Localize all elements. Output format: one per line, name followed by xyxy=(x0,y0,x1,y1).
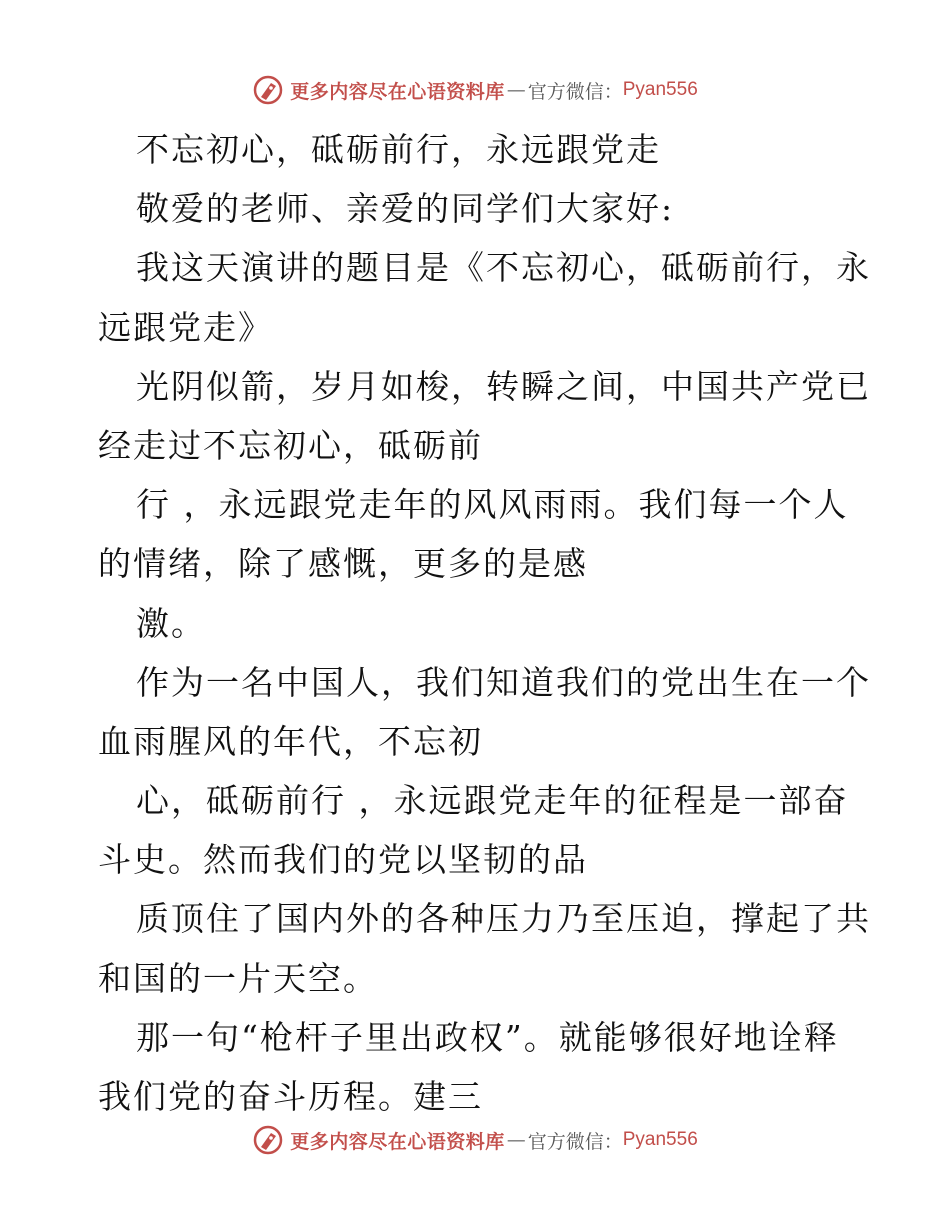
header-watermark xyxy=(0,70,950,110)
document-line: 不忘初心，砥砺前行，永远跟党走 xyxy=(136,130,661,169)
document-line: 敬爱的老师、亲爱的同学们大家好: xyxy=(136,189,675,229)
document-line: 和国的一片天空。 xyxy=(98,958,378,998)
pen-nib-logo-icon xyxy=(252,74,284,106)
watermark-label: 官方微信： xyxy=(527,80,623,103)
document-line: 激。 xyxy=(136,603,206,643)
pen-nib-logo-icon xyxy=(252,1124,284,1156)
watermark-wechat-id: Pyan556 xyxy=(622,79,698,100)
watermark-separator: — xyxy=(506,1129,526,1151)
document-line: 作为一名中国人，我们知道我们的党出生在一个 xyxy=(136,662,871,702)
watermark-wechat-id: Pyan556 xyxy=(622,1129,698,1150)
watermark-main-text: 更多内容尽在心语资料库 xyxy=(290,1130,505,1153)
document-line: 斗史。然而我们的党以坚韧的品 xyxy=(98,840,588,880)
document-line: 质顶住了国内外的各种压力乃至压迫，撑起了共 xyxy=(136,899,871,939)
document-line: 的情绪，除了感慨，更多的是感 xyxy=(98,544,588,584)
document-line: 经走过不忘初心，砥砺前 xyxy=(98,425,483,465)
footer-watermark xyxy=(0,1120,950,1160)
document-line: 光阴似箭，岁月如梭，转瞬之间，中国共产党已 xyxy=(136,366,871,406)
document-line: 远跟党走》 xyxy=(98,307,273,347)
watermark-separator: — xyxy=(506,79,526,101)
document-line: 血雨腥风的年代，不忘初 xyxy=(98,721,483,761)
watermark-main-text: 更多内容尽在心语资料库 xyxy=(290,80,505,103)
document-line: 行 ，永远跟党走年的风风雨雨。我们每一个人 xyxy=(136,485,849,525)
document-line: 心，砥砺前行 ，永远跟党走年的征程是一部奋 xyxy=(136,781,849,821)
document-body xyxy=(98,120,871,1126)
watermark-label: 官方微信： xyxy=(527,1130,623,1153)
document-line: 我们党的奋斗历程。建三 xyxy=(98,1077,483,1116)
document-line: 我这天演讲的题目是《不忘初心，砥砺前行，永 xyxy=(136,248,871,288)
document-line: 那一句“枪杆子里出政权”。就能够很好地诠释 xyxy=(136,1017,839,1057)
